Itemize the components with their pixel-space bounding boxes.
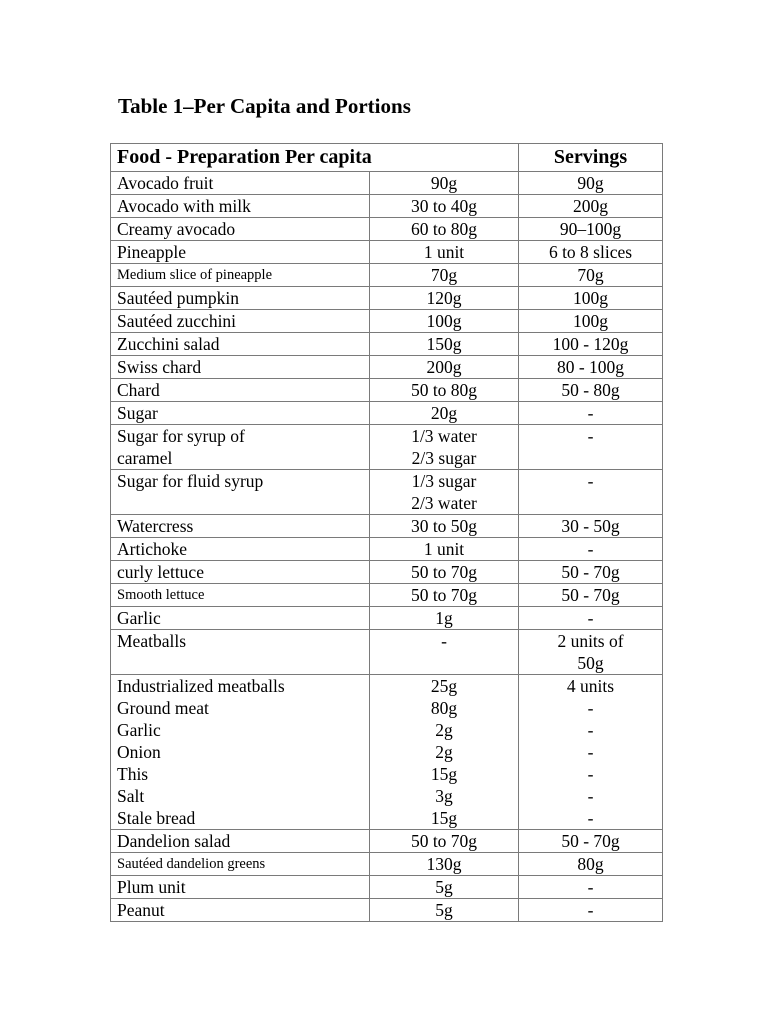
food-cell: Plum unit bbox=[111, 876, 370, 899]
per-capita-cell: 90g bbox=[370, 172, 519, 195]
portions-table bbox=[110, 143, 663, 922]
per-capita-cell: 50 to 70g bbox=[370, 561, 519, 584]
servings-cell: 50 - 80g bbox=[519, 379, 663, 402]
table-row bbox=[111, 470, 663, 515]
table-row bbox=[111, 172, 663, 195]
table-row bbox=[111, 675, 663, 830]
per-capita-cell: 1/3 sugar 2/3 water bbox=[370, 470, 519, 515]
servings-cell: 200g bbox=[519, 195, 663, 218]
per-capita-cell: 5g bbox=[370, 899, 519, 922]
food-cell: Avocado with milk bbox=[111, 195, 370, 218]
food-cell: Creamy avocado bbox=[111, 218, 370, 241]
per-capita-cell: 1 unit bbox=[370, 241, 519, 264]
servings-cell: - bbox=[519, 402, 663, 425]
table-row bbox=[111, 356, 663, 379]
food-cell: Sautéed dandelion greens bbox=[111, 853, 370, 876]
food-cell: Peanut bbox=[111, 899, 370, 922]
food-cell: Artichoke bbox=[111, 538, 370, 561]
servings-cell: 80g bbox=[519, 853, 663, 876]
table-row bbox=[111, 241, 663, 264]
servings-cell: 50 - 70g bbox=[519, 584, 663, 607]
food-cell: Industrialized meatballs Ground meat Garlic Onion This Salt Stale bread bbox=[111, 675, 370, 830]
food-cell: Sugar for fluid syrup bbox=[111, 470, 370, 515]
food-cell: Sautéed pumpkin bbox=[111, 287, 370, 310]
table-header-row bbox=[111, 144, 663, 172]
table-row bbox=[111, 310, 663, 333]
servings-cell: 100g bbox=[519, 310, 663, 333]
table-row bbox=[111, 287, 663, 310]
table-row bbox=[111, 379, 663, 402]
per-capita-cell: 25g 80g 2g 2g 15g 3g 15g bbox=[370, 675, 519, 830]
servings-cell: 80 - 100g bbox=[519, 356, 663, 379]
table-row bbox=[111, 264, 663, 287]
servings-cell: 30 - 50g bbox=[519, 515, 663, 538]
servings-cell: - bbox=[519, 538, 663, 561]
table-row bbox=[111, 876, 663, 899]
per-capita-cell: 30 to 40g bbox=[370, 195, 519, 218]
servings-cell: - bbox=[519, 425, 663, 470]
food-cell: Pineapple bbox=[111, 241, 370, 264]
food-cell: Swiss chard bbox=[111, 356, 370, 379]
food-cell: Zucchini salad bbox=[111, 333, 370, 356]
food-cell: curly lettuce bbox=[111, 561, 370, 584]
servings-cell: 2 units of 50g bbox=[519, 630, 663, 675]
header-servings: Servings bbox=[519, 144, 663, 172]
food-cell: Medium slice of pineapple bbox=[111, 264, 370, 287]
per-capita-cell: 1 unit bbox=[370, 538, 519, 561]
servings-cell: - bbox=[519, 470, 663, 515]
per-capita-cell: 5g bbox=[370, 876, 519, 899]
servings-cell: 70g bbox=[519, 264, 663, 287]
per-capita-cell: - bbox=[370, 630, 519, 675]
per-capita-cell: 50 to 70g bbox=[370, 584, 519, 607]
table-row bbox=[111, 515, 663, 538]
table-row bbox=[111, 899, 663, 922]
table-row bbox=[111, 538, 663, 561]
servings-cell: 4 units - - - - - - bbox=[519, 675, 663, 830]
servings-cell: - bbox=[519, 876, 663, 899]
table-row bbox=[111, 195, 663, 218]
servings-cell: 90g bbox=[519, 172, 663, 195]
per-capita-cell: 200g bbox=[370, 356, 519, 379]
per-capita-cell: 50 to 70g bbox=[370, 830, 519, 853]
food-cell: Dandelion salad bbox=[111, 830, 370, 853]
header-food-preparation: Food - Preparation Per capita bbox=[111, 144, 519, 172]
per-capita-cell: 50 to 80g bbox=[370, 379, 519, 402]
food-cell: Sautéed zucchini bbox=[111, 310, 370, 333]
table-row bbox=[111, 425, 663, 470]
table-row bbox=[111, 218, 663, 241]
per-capita-cell: 30 to 50g bbox=[370, 515, 519, 538]
table-row bbox=[111, 607, 663, 630]
table-row bbox=[111, 561, 663, 584]
table-title: Table 1–Per Capita and Portions bbox=[118, 94, 411, 118]
per-capita-cell: 1g bbox=[370, 607, 519, 630]
food-cell: Sugar for syrup of caramel bbox=[111, 425, 370, 470]
servings-cell: 6 to 8 slices bbox=[519, 241, 663, 264]
food-cell: Avocado fruit bbox=[111, 172, 370, 195]
per-capita-cell: 150g bbox=[370, 333, 519, 356]
food-cell: Watercress bbox=[111, 515, 370, 538]
per-capita-cell: 120g bbox=[370, 287, 519, 310]
table-row bbox=[111, 333, 663, 356]
servings-cell: 50 - 70g bbox=[519, 561, 663, 584]
per-capita-cell: 1/3 water 2/3 sugar bbox=[370, 425, 519, 470]
food-cell: Meatballs bbox=[111, 630, 370, 675]
food-cell: Chard bbox=[111, 379, 370, 402]
food-cell: Smooth lettuce bbox=[111, 584, 370, 607]
table-row bbox=[111, 830, 663, 853]
servings-cell: 100 - 120g bbox=[519, 333, 663, 356]
table-row bbox=[111, 853, 663, 876]
per-capita-cell: 60 to 80g bbox=[370, 218, 519, 241]
per-capita-cell: 130g bbox=[370, 853, 519, 876]
table-row bbox=[111, 402, 663, 425]
table-row bbox=[111, 630, 663, 675]
per-capita-cell: 20g bbox=[370, 402, 519, 425]
table-row bbox=[111, 584, 663, 607]
servings-cell: 50 - 70g bbox=[519, 830, 663, 853]
servings-cell: - bbox=[519, 899, 663, 922]
servings-cell: - bbox=[519, 607, 663, 630]
servings-cell: 100g bbox=[519, 287, 663, 310]
food-cell: Sugar bbox=[111, 402, 370, 425]
per-capita-cell: 70g bbox=[370, 264, 519, 287]
servings-cell: 90–100g bbox=[519, 218, 663, 241]
food-cell: Garlic bbox=[111, 607, 370, 630]
per-capita-cell: 100g bbox=[370, 310, 519, 333]
